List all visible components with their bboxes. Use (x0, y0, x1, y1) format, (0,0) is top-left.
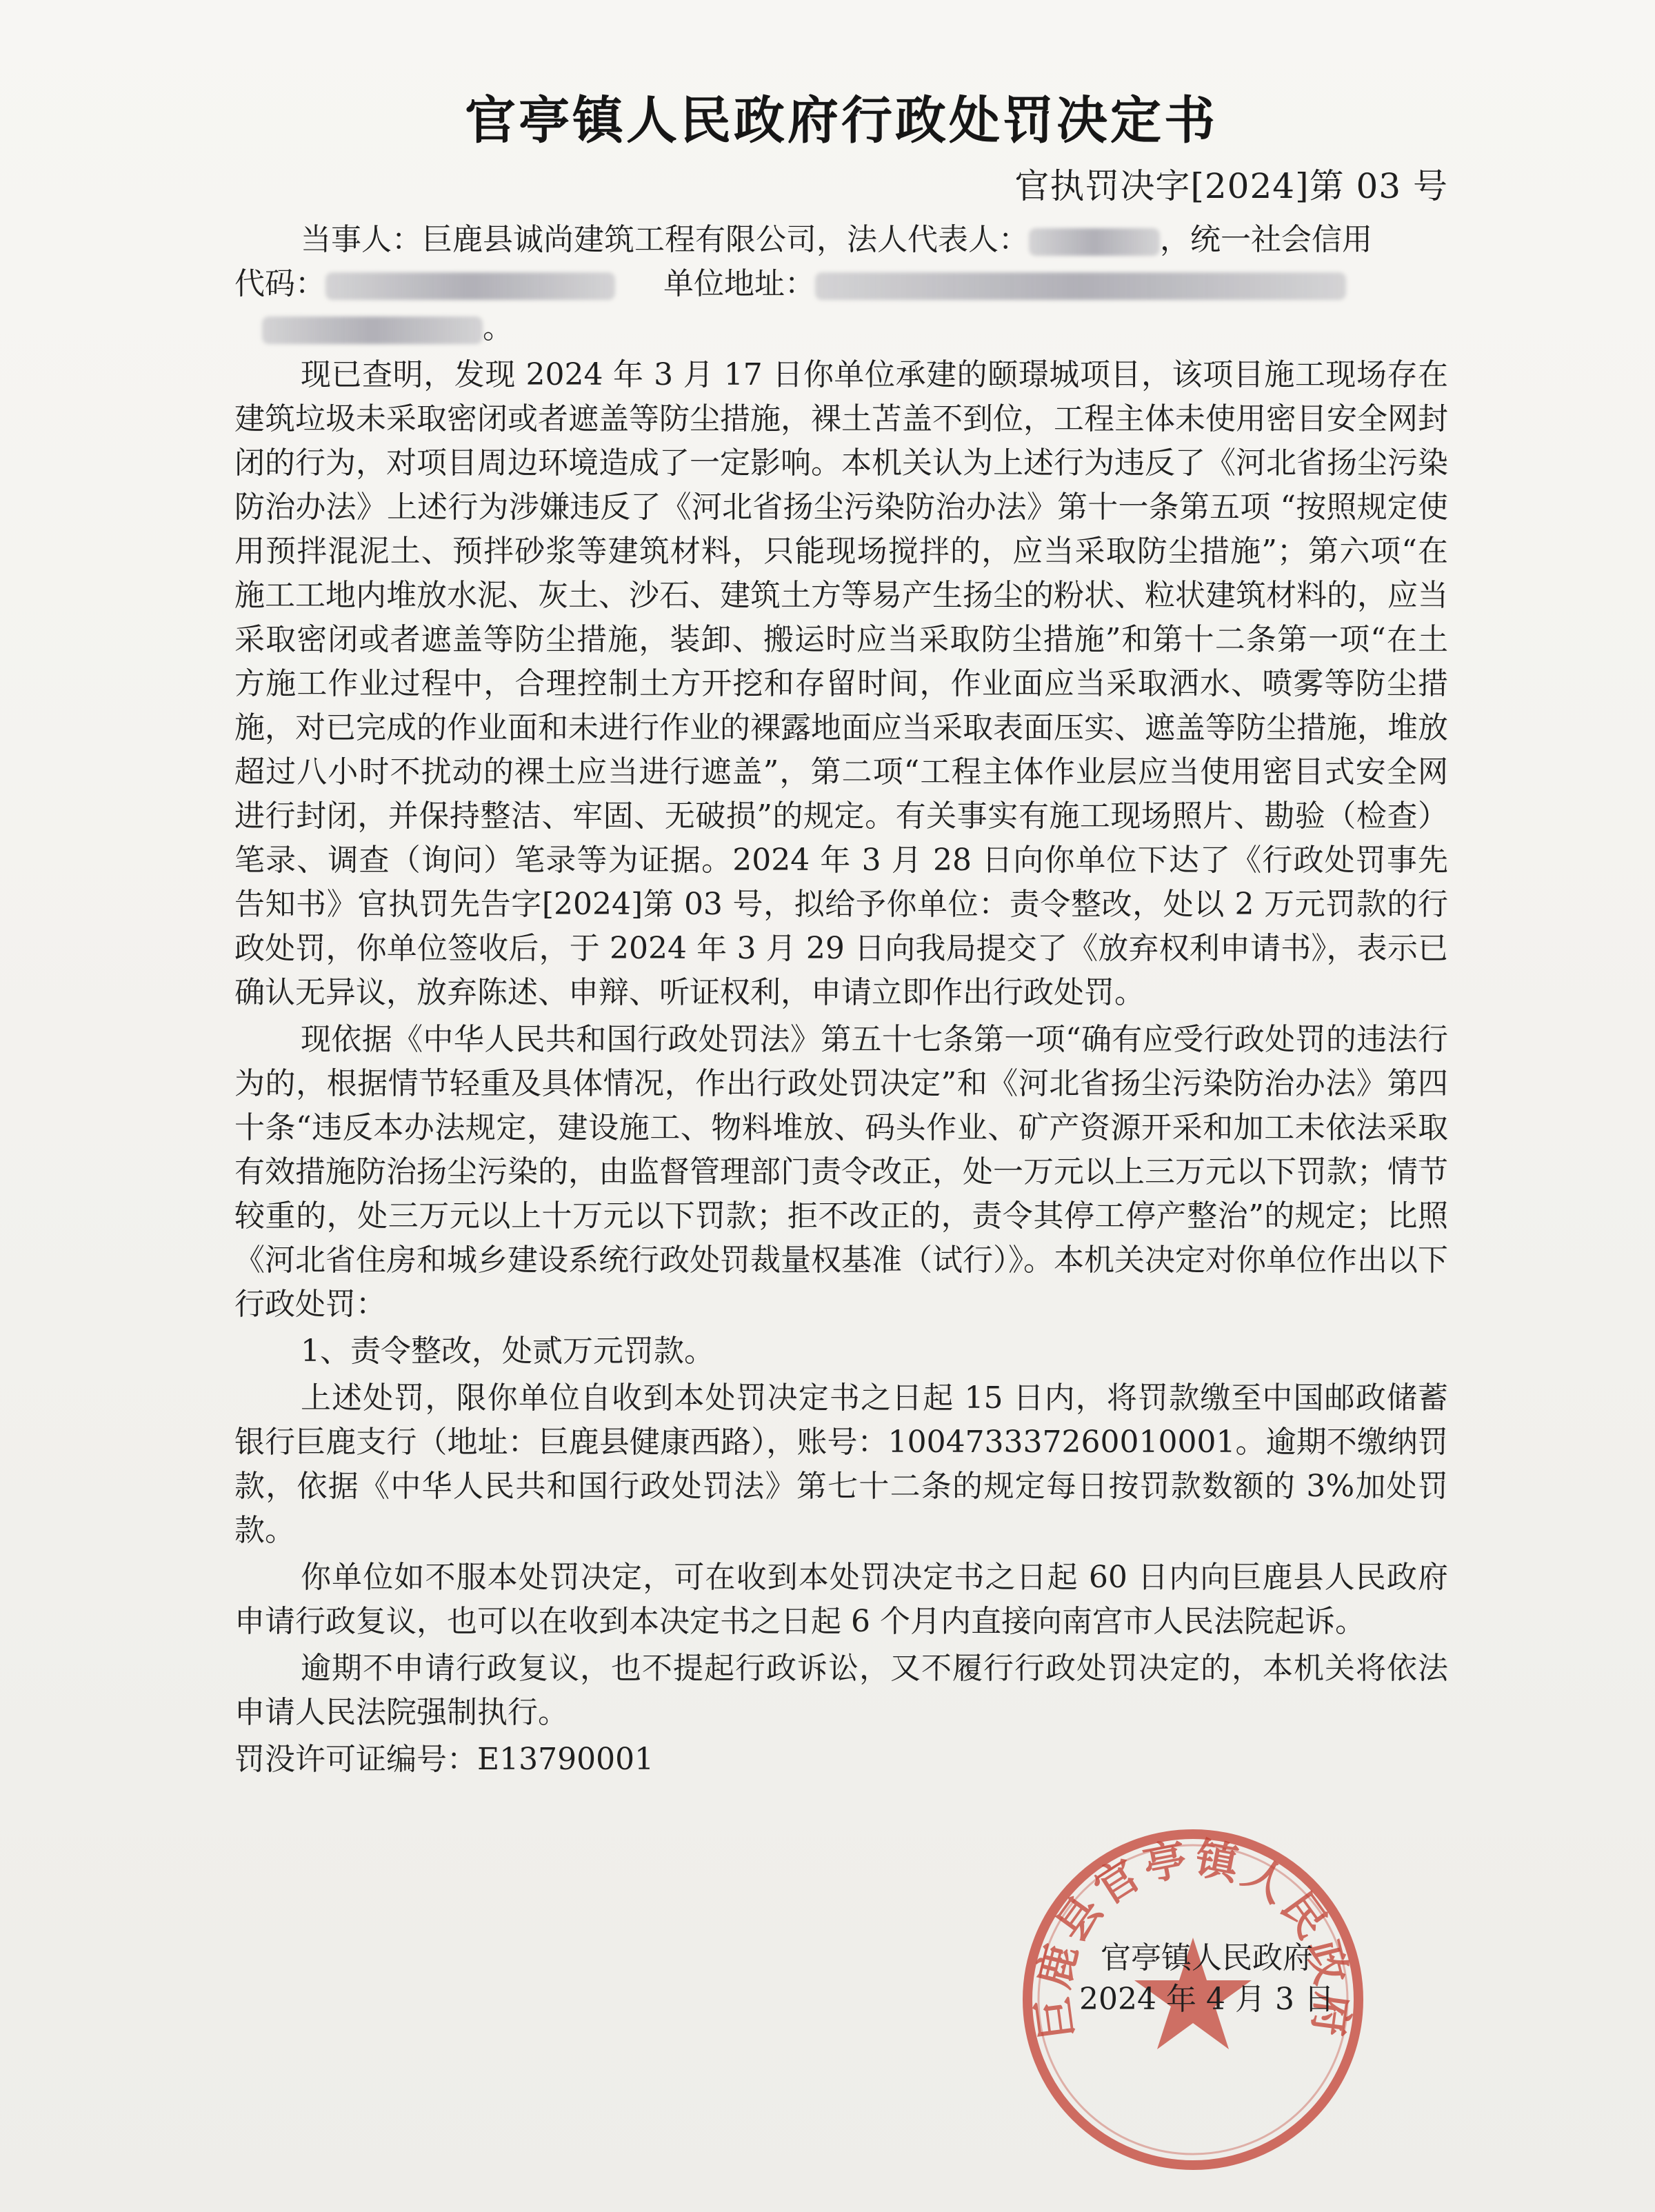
party-line-1 (234, 218, 1448, 262)
payment-paragraph: 上述处罚，限你单位自收到本处罚决定书之日起 15 日内，将罚款缴至中国邮政储蓄银行巨鹿支行（地址：巨鹿县健康西路），账号：100473337260010001。逾期不缴纳罚款，依据《中华人民共和国行政处罚法》第七十二条的规定每日按罚款数额的 3%加处罚款。 (234, 1380, 1448, 1548)
permit-number: 罚没许可证编号：E13790001 (234, 1742, 654, 1777)
findings-paragraph: 现已查明，发现 2024 年 3 月 17 日你单位承建的颐璟城项目，该项目施工现场存在建筑垃圾未采取密闭或者遮盖等防尘措施，裸土苫盖不到位，工程主体未使用密目安全网封闭的行为，对项目周边环境造成了一定影响。本机关认为上述行为违反了《河北省扬尘污染防治办法》上述行为涉嫌违反了《河北省扬尘污染防治办法》第十一条第五项 “按照规定使用预拌混泥土、预拌砂浆等建筑材料，只能现场搅拌的，应当采取防尘措施”；第六项“在施工工地内堆放水泥、灰土、沙石、建筑土方等易产生扬尘的粉状、粒状建筑材料的，应当采取密闭或者遮盖等防尘措施，装卸、搬运时应当采取防尘措施”和第十二条第一项“在土方施工作业过程中，合理控制土方开挖和存留时间，作业面应当采取洒水、喷雾等防尘措施，对已完成的作业面和未进行作业的裸露地面应当采取表面压实、遮盖等防尘措施，堆放超过八小时不扰动的裸土应当进行遮盖”，第二项“工程主体作业层应当使用密目式安全网进行封闭，并保持整洁、牢固、无破损”的规定。有关事实有施工现场照片、勘验（检查）笔录、调查（询问）笔录等为证据。2024 年 3 月 28 日向你单位下达了《行政处罚事先告知书》官执罚先告字[2024]第 03 号，拟给予你单位：责令整改，处以 2 万元罚款的行政处罚，你单位签收后，于 2024 年 3 月 29 日向我局提交了《放弃权利申请书》，表示已确认无异议，放弃陈述、申辩、听证权利，申请立即作出行政处罚。 (234, 357, 1448, 1010)
redacted-address-part-2 (262, 316, 483, 344)
legal-basis-paragraph: 现依据《中华人民共和国行政处罚法》第五十七条第一项“确有应受行政处罚的违法行为的，根据情节轻重及具体情况，作出行政处罚决定”和《河北省扬尘污染防治办法》第四十条“违反本办法规定，建设施工、物料堆放、码头作业、矿产资源开采和加工未依法采取有效措施防治扬尘污染的，由监督管理部门责令改正，处一万元以上三万元以下罚款；情节较重的，处三万元以上十万元以下罚款；拒不改正的，责令其停工停产整治”的规定；比照《河北省住房和城乡建设系统行政处罚裁量权基准（试行）》。本机关决定对你单位作出以下行政处罚： (234, 1022, 1448, 1322)
party-name-label: 当事人：巨鹿县诚尚建筑工程有限公司，法人代表人： (301, 222, 1029, 257)
credit-code-label: ，统一社会信用 (1160, 222, 1372, 257)
address-label: 单位地址： (663, 266, 815, 301)
document-body (234, 83, 1448, 1782)
party-line-3 (234, 306, 1448, 350)
code-label: 代码： (234, 266, 325, 301)
penalty-item: 1、责令整改，处贰万元罚款。 (301, 1334, 714, 1369)
address-end: 。 (483, 310, 513, 345)
document-title: 官亭镇人民政府行政处罚决定书 (465, 91, 1218, 150)
document-number: 官执罚决字[2024]第 03 号 (1014, 166, 1448, 206)
party-line-2 (234, 262, 1448, 306)
seal-text: 巨鹿县官亭镇人民政府 (1027, 1832, 1359, 2043)
redacted-credit-code (325, 272, 615, 300)
enforcement-paragraph: 逾期不申请行政复议，也不提起行政诉讼，又不履行行政处罚决定的，本机关将依法申请人民法院强制执行。 (234, 1651, 1448, 1730)
party-info (234, 218, 1448, 350)
signature-organization: 官亭镇人民政府 (1101, 1940, 1313, 1975)
redacted-legal-rep (1029, 228, 1160, 256)
signature-date: 2024 年 4 月 3 日 (1079, 1982, 1334, 2017)
redacted-address-part-1 (815, 272, 1346, 300)
appeal-paragraph: 你单位如不服本处罚决定，可在收到本处罚决定书之日起 60 日内向巨鹿县人民政府申请行政复议，也可以在收到本决定书之日起 6 个月内直接向南宫市人民法院起诉。 (234, 1560, 1448, 1639)
